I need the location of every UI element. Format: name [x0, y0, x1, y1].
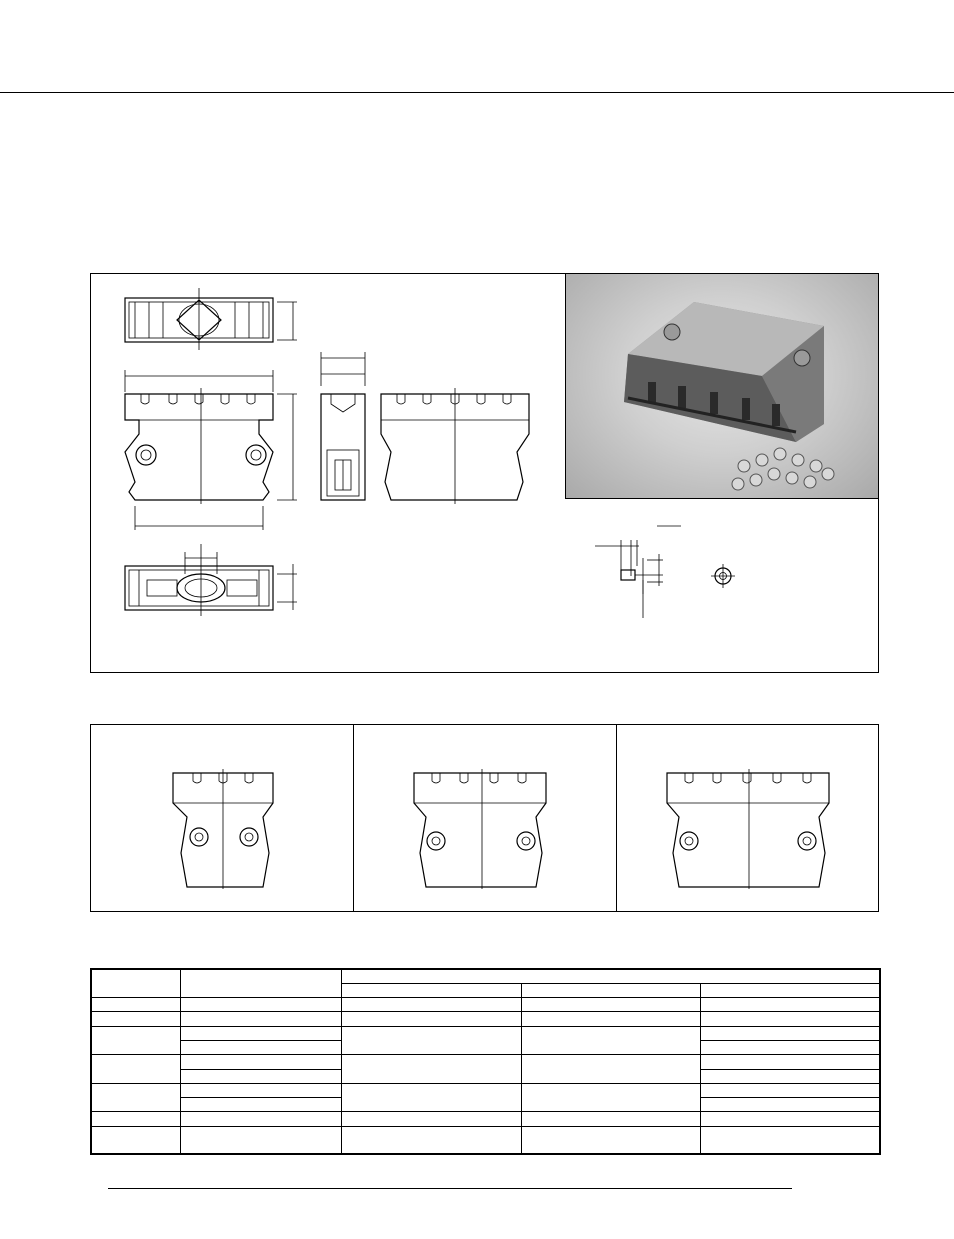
header-rule	[0, 92, 954, 93]
table-cell	[521, 1112, 700, 1126]
table-cell	[700, 1098, 880, 1112]
table-cell	[180, 969, 341, 998]
table-cell	[341, 983, 521, 997]
table-cell	[180, 1098, 341, 1112]
table-cell	[180, 1083, 341, 1097]
table-cell	[180, 1012, 341, 1026]
table-cell	[341, 1012, 521, 1026]
table-cell	[700, 1126, 880, 1154]
product-photo	[565, 273, 879, 499]
table-row	[91, 1012, 880, 1026]
table-row	[91, 1055, 880, 1069]
spec-table	[90, 968, 881, 1155]
table-cell	[341, 1126, 521, 1154]
table-cell	[521, 1055, 700, 1084]
connector-hood-photo	[566, 274, 879, 499]
variant-cell-3	[617, 725, 880, 911]
table-cell	[521, 1083, 700, 1112]
table-cell	[700, 1040, 880, 1054]
table-cell	[700, 1083, 880, 1097]
screw-mounting-detail-drawing	[591, 520, 821, 630]
table-cell	[91, 1055, 180, 1084]
table-cell	[521, 1126, 700, 1154]
table-row	[91, 1083, 880, 1097]
table-cell	[341, 1083, 521, 1112]
footer-rule	[108, 1188, 792, 1189]
table-cell	[341, 1112, 521, 1126]
table-cell	[180, 1055, 341, 1069]
table-cell	[700, 983, 880, 997]
table-cell	[91, 998, 180, 1012]
table-cell	[700, 1026, 880, 1040]
table-cell	[180, 1040, 341, 1054]
variants-panel	[90, 724, 879, 912]
table-cell	[91, 1026, 180, 1055]
table-cell	[341, 998, 521, 1012]
connector-hood-variant-4-slot	[354, 725, 617, 913]
table-cell	[700, 1112, 880, 1126]
table-cell	[700, 1069, 880, 1083]
table-cell	[700, 1012, 880, 1026]
table-cell	[91, 969, 180, 998]
table-cell	[91, 1112, 180, 1126]
table-row	[91, 1112, 880, 1126]
table-cell	[341, 1055, 521, 1084]
table-row	[91, 1026, 880, 1040]
connector-hood-variant-3-slot	[91, 725, 354, 913]
variant-cell-1	[91, 725, 354, 911]
table-cell	[180, 998, 341, 1012]
table-cell	[700, 1055, 880, 1069]
table-cell	[521, 983, 700, 997]
table-row	[91, 969, 880, 983]
connector-hood-variant-5-slot	[617, 725, 880, 913]
table-cell	[341, 1026, 521, 1055]
table-cell	[180, 1112, 341, 1126]
table-cell	[180, 1126, 341, 1154]
table-cell	[91, 1126, 180, 1154]
table-cell	[521, 1026, 700, 1055]
table-cell	[700, 998, 880, 1012]
table-cell	[521, 998, 700, 1012]
table-cell	[521, 1012, 700, 1026]
table-cell	[180, 1069, 341, 1083]
table-cell	[341, 969, 880, 983]
table-cell	[91, 1083, 180, 1112]
table-row	[91, 998, 880, 1012]
table-cell	[180, 1026, 341, 1040]
variant-cell-2	[354, 725, 617, 911]
table-cell	[91, 1012, 180, 1026]
table-row	[91, 1126, 880, 1154]
